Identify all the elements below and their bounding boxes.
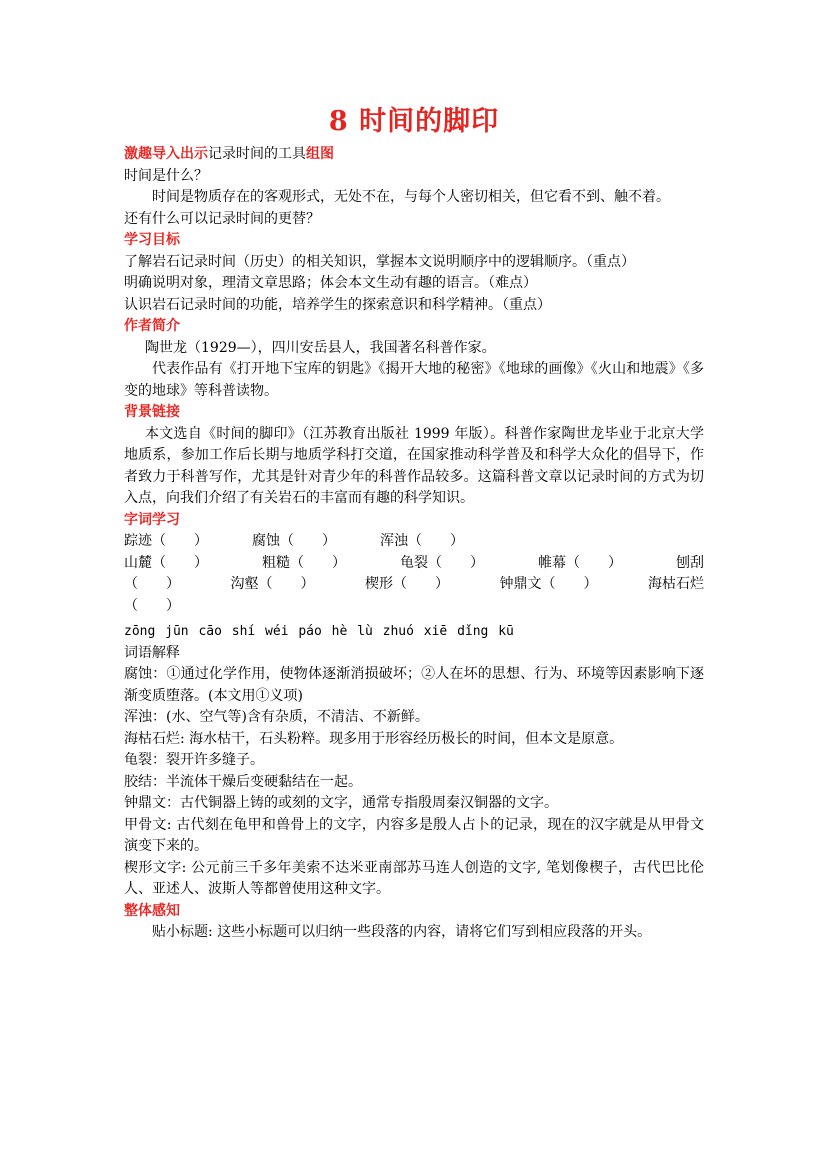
background-text: 本文选自《时间的脚印》（江苏教育出版社 1999 年版）。科普作家陶世龙毕业于北京大学地质系，参加工作后长期与地质学科打交道，在国家推动科学普及和科学大众化的倡导下，作者致力于科普写作，尤其是针对青少年的科普作品较多。这篇科普文章以记录时间的方式为切入点，向我们介绍了有关岩石的丰富而有趣的科学知识。	[124, 425, 704, 506]
glossary-item: 浑浊：(水、空气等)含有杂质，不清洁、不新鲜。	[124, 709, 429, 725]
glossary-item: 甲骨文: 古代刻在龟甲和兽骨上的文字，内容多是殷人占卜的记录，现在的汉字就是从甲骨文演变下来的。	[124, 816, 704, 854]
vocab-item: （ ）	[124, 597, 180, 614]
glossary-item: 腐蚀：①通过化学作用，使物体逐渐消损破坏；②人在坏的思想、行为、环境等因素影响下逐渐变质堕落。(本文用①义项)	[124, 666, 704, 704]
glossary-item: 胶结：半流体干燥后变硬黏结在一起。	[124, 773, 362, 790]
goal-item: 认识岩石记录时间的功能，培养学生的探索意识和科学精神。（重点）	[124, 296, 551, 313]
vocab-item: （ ）	[124, 576, 180, 592]
glossary-item: 楔形文字: 公元前三千多年美索不达米亚南部苏马连人创造的文字, 笔划像楔子，古代巴比伦人、亚述人、波斯人等都曾使用这种文字。	[124, 859, 704, 897]
vocab-item: 粗糙（ ）	[262, 554, 346, 571]
glossary-item: 龟裂：裂开许多缝子。	[124, 752, 264, 768]
intro-label-red-2: 组图	[306, 146, 334, 162]
glossary-item: 海枯石烂: 海水枯干，石头粉粹。现多用于形容经历极长的时间，但本文是原意。	[124, 730, 624, 747]
pinyin-answers: zōng jūn cāo shí wéi páo hè lù zhuó xiē dǐng kū	[124, 624, 514, 639]
vocab-item: 钟鼎文（ ）	[499, 576, 598, 592]
vocab-item: 刨刮	[676, 554, 704, 571]
author-heading: 作者简介	[124, 318, 180, 334]
goal-item: 明确说明对象，理清文章思路；体会本文生动有趣的语言。（难点）	[124, 275, 537, 291]
vocab-item: 腐蚀（ ）	[252, 533, 336, 549]
author-line-2: 代表作品有《打开地下宝库的钥匙》《揭开大地的秘密》《地球的画像》《火山和地震》《多变的地球》等科普读物。	[124, 361, 704, 399]
overall-text: 贴小标题: 这些小标题可以归纳一些段落的内容，请将它们写到相应段落的开头。	[152, 924, 652, 940]
intro-label-red: 激趣导入出示	[124, 146, 208, 162]
intro-answer-1: 时间是物质存在的客观形式，无处不在，与每个人密切相关，但它看不到、触不着。	[152, 189, 670, 205]
overall-heading: 整体感知	[124, 902, 180, 919]
intro-line	[124, 144, 704, 166]
vocab-row	[124, 531, 704, 553]
goals-heading: 学习目标	[124, 232, 180, 248]
vocab-item: 浑浊（ ）	[380, 533, 464, 549]
vocab-item: 帷幕（ ）	[538, 554, 622, 571]
page-title: 8 时间的脚印	[328, 106, 500, 137]
document-content	[124, 104, 704, 944]
background-heading: 背景链接	[124, 404, 180, 420]
glossary-heading: 词语解释	[124, 644, 180, 661]
vocab-item: 海枯石烂	[648, 576, 704, 592]
intro-question-2: 还有什么可以记录时间的更替？	[124, 210, 320, 227]
vocab-item: 龟裂（ ）	[400, 554, 484, 571]
goal-item: 了解岩石记录时间（历史）的相关知识，掌握本文说明顺序中的逻辑顺序。（重点）	[124, 253, 635, 270]
intro-label: 记录时间的工具	[208, 146, 306, 162]
vocab-item: 山麓（ ）	[124, 554, 208, 571]
glossary-item: 钟鼎文：古代铜器上铸的或刻的文字，通常专指殷周秦汉铜器的文字。	[124, 795, 558, 811]
vocab-item: 踪迹（ ）	[124, 533, 208, 549]
author-line-1: 陶世龙（1929—），四川安岳县人，我国著名科普作家。	[145, 339, 496, 356]
vocab-item: 沟壑（ ）	[230, 576, 315, 592]
vocab-heading: 字词学习	[124, 511, 180, 528]
vocab-item: 楔形（ ）	[365, 576, 449, 592]
intro-question-1: 时间是什么？	[124, 167, 208, 184]
vocab-row	[124, 553, 704, 575]
vocab-row	[124, 574, 704, 596]
